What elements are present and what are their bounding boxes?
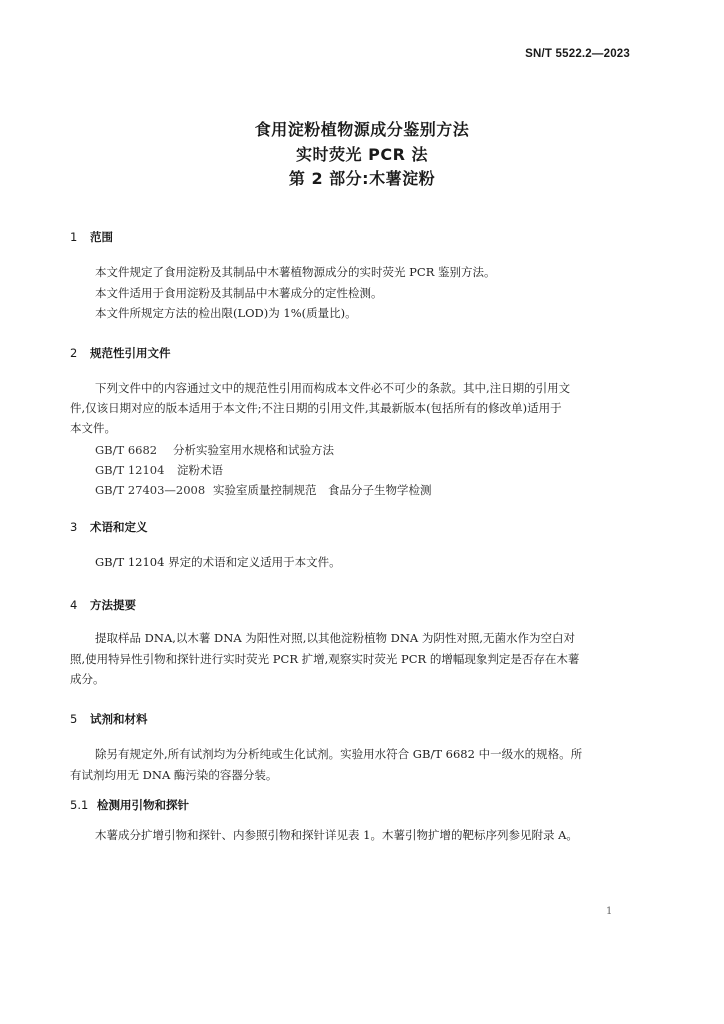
section-1-heading xyxy=(70,229,113,245)
page-number: 1 xyxy=(606,906,613,917)
section-1-para-2: 本文件适用于食用淀粉及其制品中木薯成分的定性检测。 xyxy=(95,286,383,300)
section-4-line-3: 成分。 xyxy=(70,672,105,686)
reference-code: GB/T 27403—2008 xyxy=(95,483,206,497)
section-title: 术语和定义 xyxy=(90,520,148,534)
section-4-heading xyxy=(70,597,136,613)
reference-item xyxy=(95,482,432,498)
section-title: 试剂和材料 xyxy=(90,712,148,726)
standard-code: SN/T 5522.2—2023 xyxy=(525,48,630,60)
reference-code: GB/T 12104 xyxy=(95,463,165,477)
subsection-5-1-para-1: 木薯成分扩增引物和探针、内参照引物和探针详见表 1。木薯引物扩增的靶标序列参见附录 A。 xyxy=(95,828,578,842)
subsection-title: 检测用引物和探针 xyxy=(97,798,189,812)
section-4-line-2: 照,使用特异性引物和探针进行实时荧光 PCR 扩增,观察实时荧光 PCR 的增幅现象判定是否存在木薯 xyxy=(70,652,580,666)
section-2-line-1: 下列文件中的内容通过文中的规范性引用而构成本文件必不可少的条款。其中,注日期的引用文 xyxy=(95,381,571,395)
section-number: 2 xyxy=(70,346,78,360)
reference-code: GB/T 6682 xyxy=(95,443,158,457)
section-number: 4 xyxy=(70,598,78,612)
section-3-para-1: GB/T 12104 界定的术语和定义适用于本文件。 xyxy=(95,555,341,569)
section-number: 3 xyxy=(70,520,78,534)
section-5-line-1: 除另有规定外,所有试剂均为分析纯或生化试剂。实验用水符合 GB/T 6682 中一级水的规格。所 xyxy=(95,747,583,761)
section-3-heading xyxy=(70,519,148,535)
section-1-para-1: 本文件规定了食用淀粉及其制品中木薯植物源成分的实时荧光 PCR 鉴别方法。 xyxy=(95,265,496,279)
section-2-heading xyxy=(70,345,171,361)
doc-title-line2: 实时荧光 PCR 法 xyxy=(296,145,428,164)
reference-title: 实验室质量控制规范 食品分子生物学检测 xyxy=(213,483,432,497)
reference-title: 分析实验室用水规格和试验方法 xyxy=(173,443,334,457)
section-4-line-1: 提取样品 DNA,以木薯 DNA 为阳性对照,以其他淀粉植物 DNA 为阴性对照,无菌水作为空白对 xyxy=(95,631,576,645)
section-number: 5 xyxy=(70,712,78,726)
subsection-5-1-heading xyxy=(70,797,189,813)
section-1-para-3: 本文件所规定方法的检出限(LOD)为 1%(质量比)。 xyxy=(95,306,357,320)
section-title: 方法提要 xyxy=(90,598,136,612)
section-title: 范围 xyxy=(90,230,113,244)
section-2-line-3: 本文件。 xyxy=(70,421,116,435)
doc-title-line1: 食用淀粉植物源成分鉴别方法 xyxy=(254,120,470,139)
reference-item xyxy=(95,442,334,458)
section-2-line-2: 件,仅该日期对应的版本适用于本文件;不注日期的引用文件,其最新版本(包括所有的修改单)适用于 xyxy=(70,401,562,415)
section-title: 规范性引用文件 xyxy=(90,346,171,360)
doc-title-line3: 第 2 部分:木薯淀粉 xyxy=(288,169,436,188)
section-5-line-2: 有试剂均用无 DNA 酶污染的容器分装。 xyxy=(70,768,278,782)
reference-item xyxy=(95,462,223,478)
section-number: 1 xyxy=(70,230,78,244)
reference-title: 淀粉术语 xyxy=(177,463,223,477)
subsection-number: 5.1 xyxy=(70,798,89,812)
section-5-heading xyxy=(70,711,148,727)
